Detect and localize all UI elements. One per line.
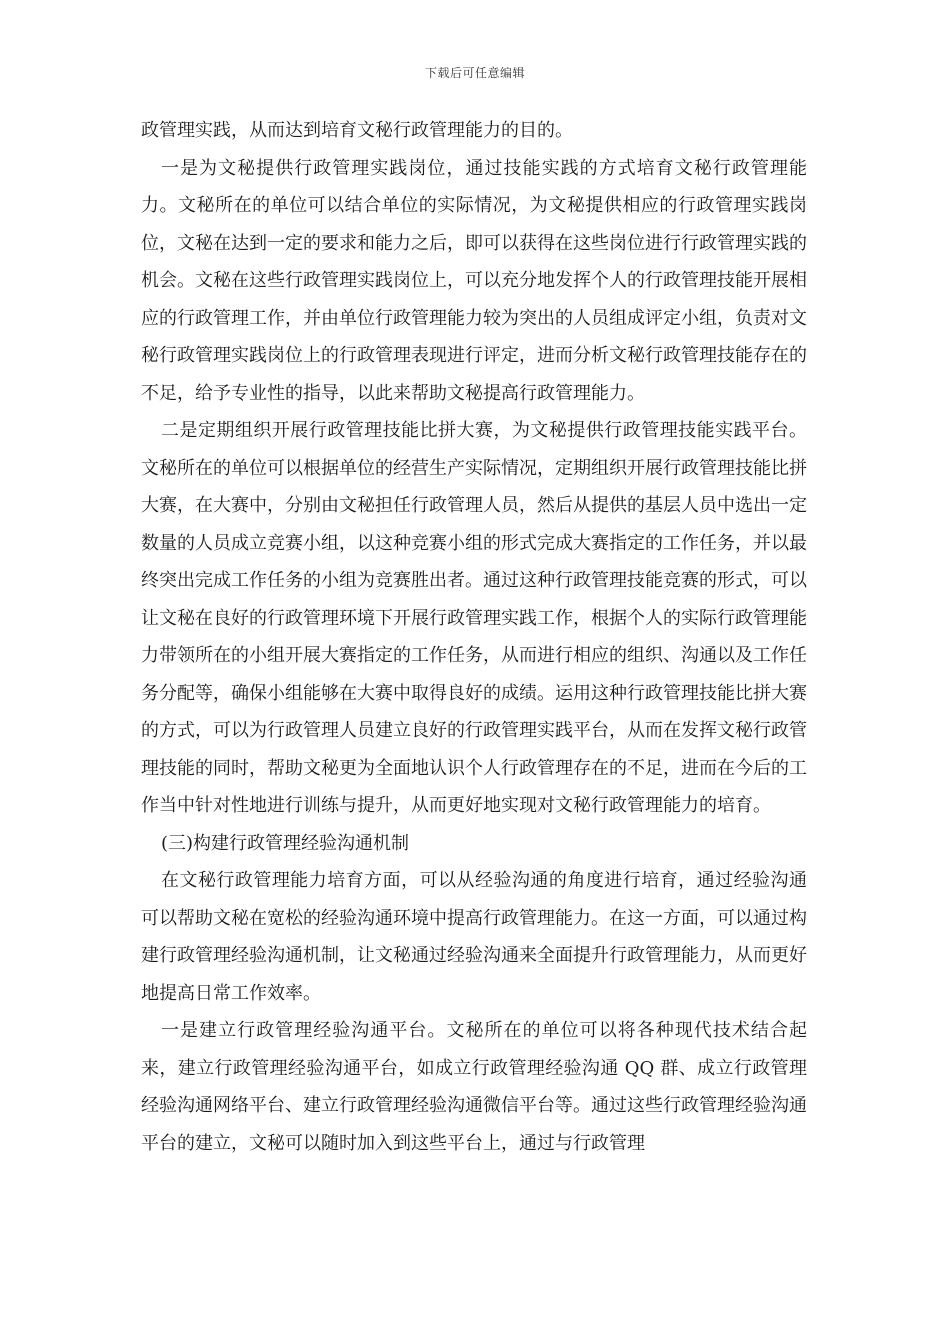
page-header-note: 下载后可任意编辑	[424, 66, 525, 80]
paragraph-experience-communication: 在文秘行政管理能力培育方面，可以从经验沟通的角度进行培育，通过经验沟通可以帮助文秘在宽松的经验沟通环境中提高行政管理能力。在这一方面，可以通过构建行政管理经验沟通机制，让文秘通过经验沟通来全面提升行政管理能力，从而更好地提高日常工作效率。	[141, 870, 807, 1004]
paragraph-communication-platform: 一是建立行政管理经验沟通平台。文秘所在的单位可以将各种现代技术结合起来，建立行政管理经验沟通平台，如成立行政管理经验沟通 QQ 群、成立行政管理经验沟通网络平台、建立行政管理经验沟通微信平台等。通过这些行政管理经验沟通平台的建立，文秘可以随时加入到这些平台上，通过与行政管理	[141, 1020, 807, 1154]
document-body	[141, 112, 807, 1162]
paragraph-continuation: 政管理实践，从而达到培育文秘行政管理能力的目的。	[141, 120, 573, 141]
section-heading: (三)构建行政管理经验沟通机制	[161, 832, 410, 854]
paragraph-skills-competition: 二是定期组织开展行政管理技能比拼大赛，为文秘提供行政管理技能实践平台。文秘所在的单位可以根据单位的经营生产实际情况，定期组织开展行政管理技能比拼大赛，在大赛中，分别由文秘担任行政管理人员，然后从提供的基层人员中选出一定数量的人员成立竞赛小组，以这种竞赛小组的形式完成大赛指定的工作任务，并以最终突出完成工作任务的小组为竞赛胜出者。通过这种行政管理技能竞赛的形式，可以让文秘在良好的行政管理环境下开展行政管理实践工作，根据个人的实际行政管理能力带领所在的小组开展大赛指定的工作任务，从而进行相应的组织、沟通以及工作任务分配等，确保小组能够在大赛中取得良好的成绩。运用这种行政管理技能比拼大赛的方式，可以为行政管理人员建立良好的行政管理实践平台，从而在发挥文秘行政管理技能的同时，帮助文秘更为全面地认识个人行政管理存在的不足，进而在今后的工作当中针对性地进行训练与提升，从而更好地实现对文秘行政管理能力的培育。	[141, 420, 807, 816]
paragraph-practice-positions: 一是为文秘提供行政管理实践岗位，通过技能实践的方式培育文秘行政管理能力。文秘所在的单位可以结合单位的实际情况，为文秘提供相应的行政管理实践岗位，文秘在达到一定的要求和能力之后，即可以获得在这些岗位进行行政管理实践的机会。文秘在这些行政管理实践岗位上，可以充分地发挥个人的行政管理技能开展相应的行政管理工作，并由单位行政管理能力较为突出的人员组成评定小组，负责对文秘行政管理实践岗位上的行政管理表现进行评定，进而分析文秘行政管理技能存在的不足，给予专业性的指导，以此来帮助文秘提高行政管理能力。	[141, 157, 807, 404]
